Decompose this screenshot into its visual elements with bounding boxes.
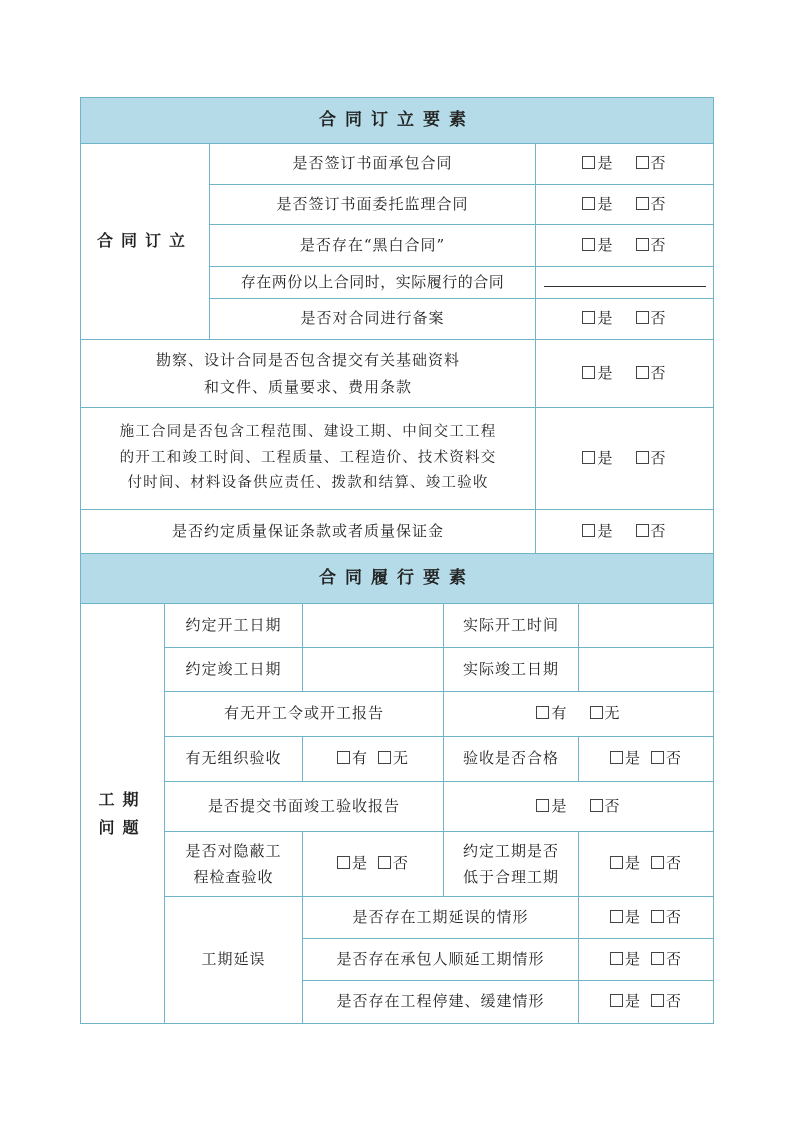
contract-formation-table <box>80 97 714 604</box>
checkbox-icon <box>651 910 664 923</box>
answer-inspection <box>303 737 444 782</box>
q-hidden-works: 是否对隐蔽工 程检查验收 <box>165 832 303 897</box>
option-no[interactable]: 否 <box>636 364 667 384</box>
checkbox-icon <box>378 751 391 764</box>
checkbox-icon <box>582 311 595 324</box>
contract-performance-table <box>80 603 714 1024</box>
delay-label: 工期延误 <box>165 897 303 1024</box>
checkbox-icon <box>590 706 603 719</box>
answer-suspension <box>579 981 714 1024</box>
q-black-white-contract: 是否存在“黑白合同” <box>210 225 536 267</box>
checkbox-icon <box>582 366 595 379</box>
q-inspection: 有无组织验收 <box>165 737 303 782</box>
checkbox-icon <box>582 451 595 464</box>
answer-inspection-qualified <box>579 737 714 782</box>
checkbox-icon <box>536 706 549 719</box>
checkbox-icon <box>582 197 595 210</box>
checkbox-icon <box>651 856 664 869</box>
q-reasonable-duration: 约定工期是否 低于合理工期 <box>444 832 579 897</box>
answer-survey-design-contract <box>536 340 714 408</box>
option-yes[interactable]: 是 <box>582 236 613 256</box>
option-none[interactable]: 无 <box>378 749 409 769</box>
checkbox-icon <box>337 751 350 764</box>
answer-supervision-contract <box>536 185 714 225</box>
checkbox-icon <box>378 856 391 869</box>
option-yes[interactable]: 是 <box>582 309 613 329</box>
q-quality-warranty: 是否约定质量保证条款或者质量保证金 <box>81 510 536 554</box>
q-inspection-qualified: 验收是否合格 <box>444 737 579 782</box>
q-survey-design-contract: 勘察、设计合同是否包含提交有关基础资料 和文件、质量要求、费用条款 <box>81 340 536 408</box>
answer-delay-exists <box>579 897 714 939</box>
answer-completion-report <box>444 782 714 832</box>
checkbox-icon <box>636 451 649 464</box>
checkbox-icon <box>590 799 603 812</box>
checkbox-icon <box>582 238 595 251</box>
option-yes[interactable]: 是 <box>610 908 641 928</box>
option-none[interactable]: 无 <box>590 704 621 724</box>
checkbox-icon <box>651 994 664 1007</box>
agreed-finish-label: 约定竣工日期 <box>165 648 303 692</box>
option-no[interactable]: 否 <box>636 195 667 215</box>
actual-finish-input[interactable] <box>579 648 714 692</box>
checkbox-icon <box>636 156 649 169</box>
option-no[interactable]: 否 <box>651 950 682 970</box>
q-construction-contract: 施工合同是否包含工程范围、建设工期、中间交工工程 的开工和竣工时间、工程质量、工程造价、技术资料交 付时间、材料设备供应责任、拨款和结算、竣工验收 <box>81 408 536 510</box>
q-contract-filing: 是否对合同进行备案 <box>210 299 536 340</box>
checkbox-icon <box>337 856 350 869</box>
option-no[interactable]: 否 <box>651 749 682 769</box>
q-actual-contract: 存在两份以上合同时，实际履行的合同 <box>210 267 536 299</box>
option-no[interactable]: 否 <box>636 236 667 256</box>
checkbox-icon <box>610 994 623 1007</box>
option-yes[interactable]: 是 <box>582 522 613 542</box>
checkbox-icon <box>536 799 549 812</box>
agreed-finish-input[interactable] <box>303 648 444 692</box>
q-contractor-extension: 是否存在承包人顺延工期情形 <box>303 939 579 981</box>
checkbox-icon <box>582 524 595 537</box>
checkbox-icon <box>636 524 649 537</box>
q-supervision-contract: 是否签订书面委托监理合同 <box>210 185 536 225</box>
option-yes[interactable]: 是 <box>610 992 641 1012</box>
actual-start-label: 实际开工时间 <box>444 604 579 648</box>
agreed-start-input[interactable] <box>303 604 444 648</box>
option-no[interactable]: 否 <box>651 992 682 1012</box>
option-no[interactable]: 否 <box>590 797 621 817</box>
option-yes[interactable]: 是 <box>337 854 368 874</box>
answer-contractor-extension <box>579 939 714 981</box>
answer-quality-warranty <box>536 510 714 554</box>
checkbox-icon <box>636 366 649 379</box>
answer-construction-contract <box>536 408 714 510</box>
checkbox-icon <box>651 751 664 764</box>
option-have[interactable]: 有 <box>337 749 368 769</box>
checkbox-icon <box>610 910 623 923</box>
fill-in-blank[interactable] <box>544 272 706 287</box>
option-have[interactable]: 有 <box>536 704 567 724</box>
option-no[interactable]: 否 <box>636 522 667 542</box>
q-suspension: 是否存在工程停建、缓建情形 <box>303 981 579 1024</box>
checkbox-icon <box>636 197 649 210</box>
checkbox-icon <box>651 952 664 965</box>
option-yes[interactable]: 是 <box>582 364 613 384</box>
q-written-contract: 是否签订书面承包合同 <box>210 144 536 185</box>
checkbox-icon <box>610 952 623 965</box>
actual-finish-label: 实际竣工日期 <box>444 648 579 692</box>
option-no[interactable]: 否 <box>636 309 667 329</box>
option-yes[interactable]: 是 <box>582 449 613 469</box>
checkbox-icon <box>582 156 595 169</box>
option-no[interactable]: 否 <box>636 449 667 469</box>
option-yes[interactable]: 是 <box>610 749 641 769</box>
option-no[interactable]: 否 <box>378 854 409 874</box>
option-no[interactable]: 否 <box>651 908 682 928</box>
schedule-section-label: 工期 问题 <box>81 604 165 1024</box>
option-yes[interactable]: 是 <box>582 154 613 174</box>
option-yes[interactable]: 是 <box>536 797 567 817</box>
checkbox-icon <box>636 311 649 324</box>
q-delay-exists: 是否存在工期延误的情形 <box>303 897 579 939</box>
answer-reasonable-duration <box>579 832 714 897</box>
answer-hidden-works <box>303 832 444 897</box>
answer-black-white-contract <box>536 225 714 267</box>
agreed-start-label: 约定开工日期 <box>165 604 303 648</box>
checkbox-icon <box>610 856 623 869</box>
checkbox-icon <box>610 751 623 764</box>
option-yes[interactable]: 是 <box>610 950 641 970</box>
actual-start-input[interactable] <box>579 604 714 648</box>
option-yes[interactable]: 是 <box>610 854 641 874</box>
answer-written-contract <box>536 144 714 185</box>
answer-actual-contract <box>536 267 714 299</box>
q-completion-report: 是否提交书面竣工验收报告 <box>165 782 444 832</box>
option-yes[interactable]: 是 <box>582 195 613 215</box>
q-start-order: 有无开工令或开工报告 <box>165 692 444 737</box>
contract-performance-header: 合同履行要素 <box>81 554 714 604</box>
contract-formation-header: 合同订立要素 <box>81 98 714 144</box>
option-no[interactable]: 否 <box>636 154 667 174</box>
contract-formation-section-label: 合同订立 <box>81 144 210 340</box>
answer-start-order <box>444 692 714 737</box>
answer-contract-filing <box>536 299 714 340</box>
option-no[interactable]: 否 <box>651 854 682 874</box>
checkbox-icon <box>636 238 649 251</box>
